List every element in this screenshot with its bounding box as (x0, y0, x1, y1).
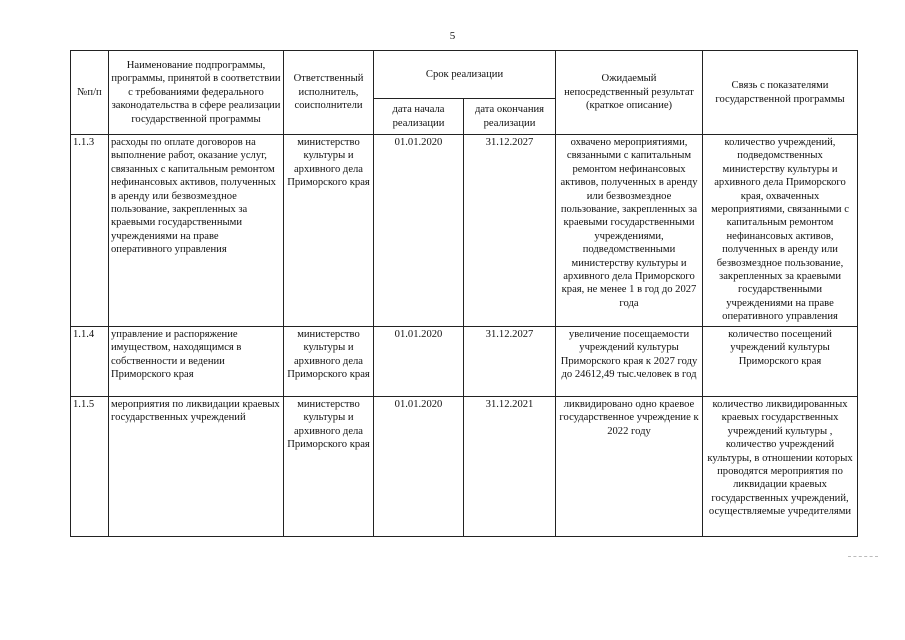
header-result: Ожидаемый непосредственный результат (краткое описание) (556, 51, 703, 135)
header-row-top (71, 51, 858, 99)
row-responsible: министерство культуры и архивного дела Приморского края (284, 397, 374, 537)
program-table (70, 50, 858, 537)
scan-artifact-line (848, 556, 878, 558)
row-end-date: 31.12.2021 (464, 397, 556, 537)
row-result: охвачено мероприятиями, связанными с капитальным ремонтом нефинансовых активов, полученных в аренду или безвозмездное пользование, закрепленных за краевыми государственными учреждениями, подведомственными министерству культуры и архивного дела Приморского края, не менее 1 в год до 2027 года (556, 135, 703, 327)
row-end-date: 31.12.2027 (464, 327, 556, 397)
row-result: увеличение посещаемости учреждений культуры Приморского края к 2027 году до 24612,49 тыс.человек в год (556, 327, 703, 397)
row-name: мероприятия по ликвидации краевых государственных учреждений (109, 397, 284, 537)
row-num: 1.1.3 (71, 135, 109, 327)
page-number: 5 (449, 30, 456, 42)
row-link: количество ликвидированных краевых государственных учреждений культуры , количество учреждений культуры, в отношении которых проводятся мероприятия по ликвидации краевых государственных учреждений, осуществляемые учредителями (703, 397, 858, 537)
header-responsible: Ответственный исполнитель, соисполнители (284, 51, 374, 135)
table-row (71, 397, 858, 537)
row-link: количество посещений учреждений культуры Приморского края (703, 327, 858, 397)
row-num: 1.1.5 (71, 397, 109, 537)
header-start: дата начала реализации (374, 99, 464, 135)
table-row (71, 135, 858, 327)
row-responsible: министерство культуры и архивного дела Приморского края (284, 135, 374, 327)
header-period: Срок реализации (374, 51, 556, 99)
row-link: количество учреждений, подведомственных министерству культуры и архивного дела Приморского края, охваченных мероприятиями, связанными с капитальным ремонтом нефинансовых активов, полученных в аренду или безвозмездное пользование, закрепленных за краевыми государственными учреждениями на праве оперативного управления (703, 135, 858, 327)
row-start-date: 01.01.2020 (374, 135, 464, 327)
row-name: управление и распоряжение имуществом, находящимся в собственности и ведении Приморского края (109, 327, 284, 397)
header-end: дата окончания реализации (464, 99, 556, 135)
row-end-date: 31.12.2027 (464, 135, 556, 327)
row-start-date: 01.01.2020 (374, 327, 464, 397)
row-num: 1.1.4 (71, 327, 109, 397)
header-num: №п/п (71, 51, 109, 135)
header-name: Наименование подпрограммы, программы, принятой в соответствии с требованиями федерального законодательства в сфере реализации государственной программы (109, 51, 284, 135)
row-result: ликвидировано одно краевое государственное учреждение к 2022 году (556, 397, 703, 537)
row-start-date: 01.01.2020 (374, 397, 464, 537)
row-name: расходы по оплате договоров на выполнение работ, оказание услуг, связанных с капитальным ремонтом нефинансовых активов, полученных в аренду или безвозмездное пользование, закрепленных за краевыми государственными учреждениями на праве оперативного управления (109, 135, 284, 327)
header-link: Связь с показателями государственной программы (703, 51, 858, 135)
row-responsible: министерство культуры и архивного дела Приморского края (284, 327, 374, 397)
table-row (71, 327, 858, 397)
